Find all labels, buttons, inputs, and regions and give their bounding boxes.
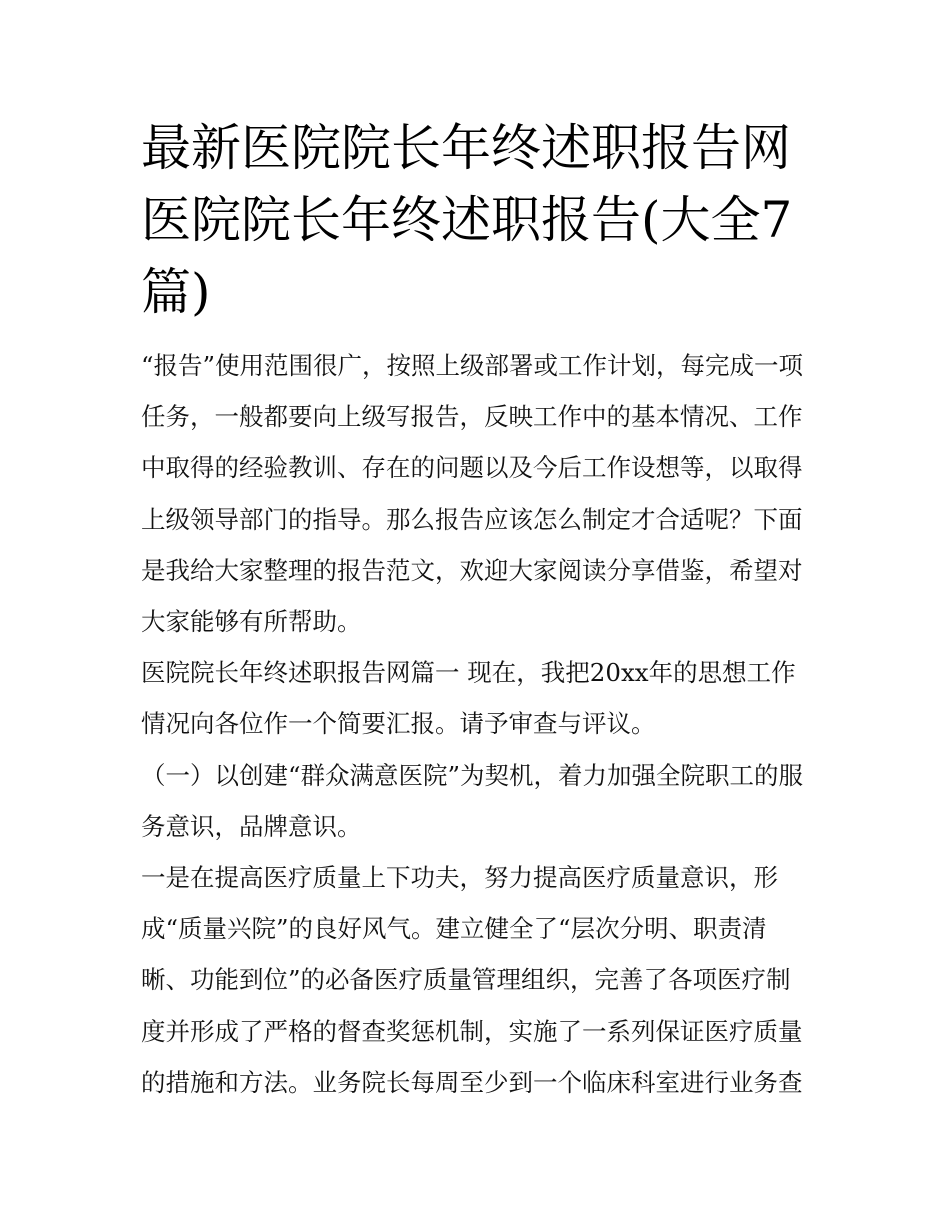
body-line: 度并形成了严格的督查奖惩机制，实施了一系列保证医疗质量 — [141, 1016, 803, 1046]
body-line: 大家能够有所帮助。 — [141, 607, 362, 637]
title-line: 医院院长年终述职报告(大全7 — [141, 191, 793, 249]
title-line: 最新医院院长年终述职报告网 — [141, 119, 791, 177]
body-line: 务意识，品牌意识。 — [141, 811, 362, 841]
body-line: 任务，一般都要向上级写报告，反映工作中的基本情况、工作 — [141, 402, 803, 432]
body-line: 一是在提高医疗质量上下功夫，努力提高医疗质量意识，形 — [141, 863, 778, 893]
body-line: 晰、功能到位”的必备医疗质量管理组织，完善了各项医疗制 — [141, 965, 791, 995]
body-line: 医院院长年终述职报告网篇一 现在，我把20xx年的思想工作 — [141, 658, 796, 688]
body-line: （一）以创建“群众满意医院”为契机，着力加强全院职工的服 — [141, 760, 804, 790]
document-body — [141, 340, 821, 1108]
body-line: 情况向各位作一个简要汇报。请予审查与评议。 — [141, 709, 656, 739]
document-title — [141, 112, 821, 328]
body-line: “报告”使用范围很广，按照上级部署或工作计划，每完成一项 — [141, 351, 804, 380]
body-line: 是我给大家整理的报告范文，欢迎大家阅读分享借鉴，希望对 — [141, 555, 803, 585]
body-line: 的措施和方法。业务院长每周至少到一个临床科室进行业务查 — [141, 1067, 803, 1097]
title-line: 篇) — [141, 263, 211, 321]
body-line: 上级领导部门的指导。那么报告应该怎么制定才合适呢？下面 — [141, 504, 803, 534]
body-line: 中取得的经验教训、存在的问题以及今后工作设想等，以取得 — [141, 453, 803, 483]
document-content — [141, 112, 821, 1108]
body-line: 成“质量兴院”的良好风气。建立健全了“层次分明、职责清 — [141, 914, 767, 944]
